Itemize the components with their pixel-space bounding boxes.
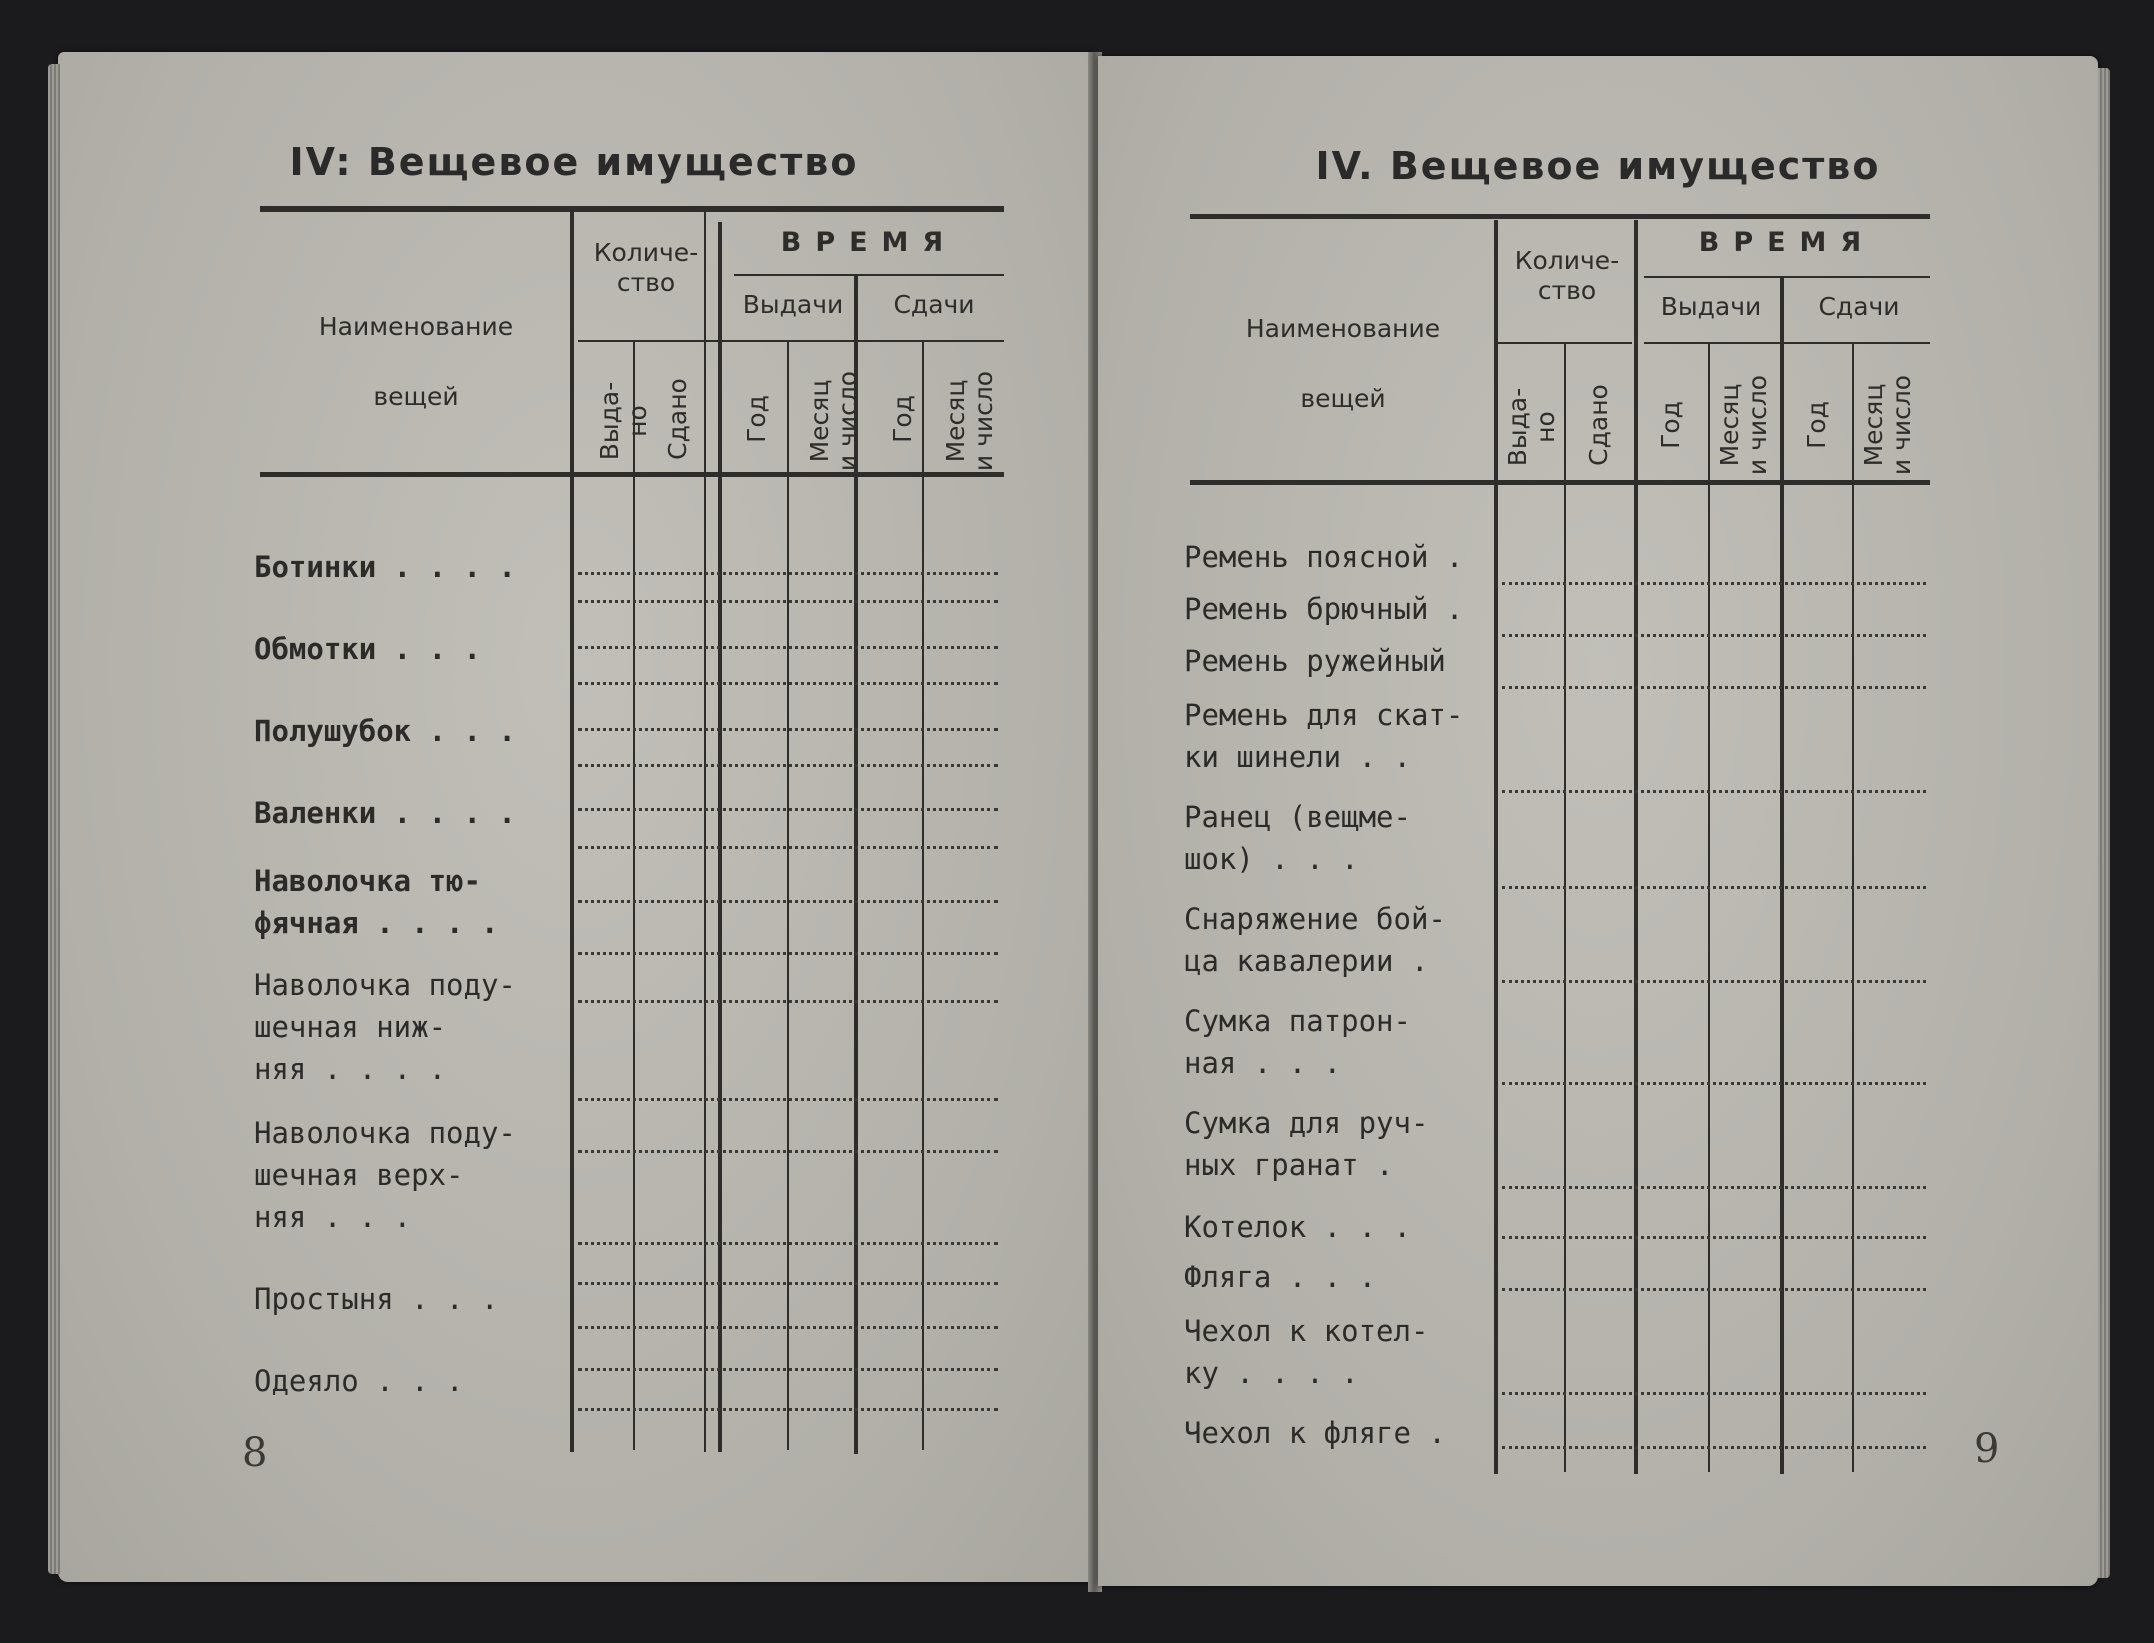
page-number: 9 [1974,1426,2000,1472]
header-year: Год [742,395,771,443]
list-item: Фляга . . . [1184,1260,1377,1294]
header-year: Год [1656,401,1685,449]
dotted-fill-line [578,1368,998,1371]
list-item: Наволочка поду- шечная верх- няя . . . [254,1116,516,1234]
left-inventory-table [58,52,1090,1582]
table-rule [1852,342,1854,1472]
dotted-fill-line [578,1150,998,1153]
header-item-name: Наименование вещей [1245,314,1441,413]
header-time: ВРЕМЯ [780,227,958,258]
dotted-fill-line [1502,1392,1926,1395]
header-item-name: Наименование вещей [318,312,514,411]
header-year-2: Год [1802,401,1831,449]
list-item: Ремень поясной . [1184,540,1464,574]
left-page-title: IV: Вещевое имущество [289,140,859,184]
header-issued: Выда- но [1503,387,1560,467]
header-month-day: Месяц и число [1715,374,1772,476]
dotted-fill-line [578,1098,998,1101]
dotted-fill-line [578,600,998,603]
dotted-fill-line [578,900,998,903]
dotted-fill-line [1502,582,1926,585]
list-item: Ранец (вещме- шок) . . . [1184,800,1411,876]
header-month-day: Месяц и число [805,370,862,472]
list-item: Ремень ружейный [1184,644,1446,678]
dotted-fill-line [1502,1288,1926,1291]
table-rule [1780,276,1784,1474]
header-issued: Выда- но [595,381,652,461]
right-inventory-table [1098,56,2098,1586]
list-item: Наволочка поду- шечная ниж- няя . . . . [254,968,516,1086]
list-item: Ботинки . . . . [254,550,516,584]
header-returned: Сдано [663,378,692,460]
table-rule [704,212,706,1452]
dotted-fill-line [578,1000,998,1003]
dotted-fill-line [1502,1446,1926,1449]
table-rule [570,212,574,1452]
dotted-fill-line [1502,1082,1926,1085]
dotted-fill-line [1502,790,1926,793]
header-return: Сдачи [1818,292,1900,321]
right-page-title: IV. Вещевое имущество [1315,144,1881,188]
table-rule [734,340,1004,342]
list-item: Обмотки . . . [254,632,481,666]
header-quantity: Количе- ство [1514,246,1620,305]
list-item: Снаряжение бой- ца кавалерии . [1184,902,1446,978]
dotted-fill-line [578,646,998,649]
dotted-fill-line [1502,980,1926,983]
table-rule [1494,220,1498,1474]
open-booklet [58,52,2090,1592]
header-returned: Сдано [1584,384,1613,466]
header-month-day-2: Месяц и число [1859,374,1916,476]
list-item: Простыня . . . [254,1282,499,1316]
dotted-fill-line [578,1408,998,1411]
dotted-fill-line [578,764,998,767]
dotted-fill-line [578,1326,998,1329]
list-item: Сумка для руч- ных гранат . [1184,1106,1429,1182]
table-rule [1634,220,1638,1474]
right-page [1098,56,2098,1586]
list-item: Чехол к котел- ку . . . . [1184,1314,1429,1390]
header-quantity: Количе- ство [593,238,699,297]
dotted-fill-line [1502,686,1926,689]
list-item: Наволочка тю- фячная . . . . [254,864,499,940]
dotted-fill-line [1502,1236,1926,1239]
header-month-day-2: Месяц и число [941,370,998,472]
dotted-fill-line [578,952,998,955]
table-rule [718,222,722,1452]
list-item: Валенки . . . . [254,796,516,830]
list-item: Ремень брючный . [1184,592,1464,626]
page-edges [2098,68,2110,1578]
dotted-fill-line [1502,634,1926,637]
header-time: ВРЕМЯ [1698,227,1876,258]
table-rule [1644,276,1930,278]
dotted-fill-line [578,1282,998,1285]
page-number: 8 [242,1430,268,1476]
header-year-2: Год [888,395,917,443]
list-item: Полушубок . . . [254,714,516,748]
list-item: Одеяло . . . [254,1364,464,1398]
dotted-fill-line [578,808,998,811]
table-rule [1644,342,1930,344]
table-rule [1190,214,1930,219]
dotted-fill-line [578,1242,998,1245]
dotted-fill-line [1502,886,1926,889]
header-issue: Выдачи [742,290,844,319]
list-item: Сумка патрон- ная . . . [1184,1004,1411,1080]
left-page [58,52,1090,1582]
dotted-fill-line [578,846,998,849]
header-return: Сдачи [893,290,975,319]
list-item: Ремень для скат- ки шинели . . [1184,698,1464,774]
dotted-fill-line [578,572,998,575]
table-rule [1708,342,1710,1472]
table-rule [260,206,1004,212]
dotted-fill-line [578,682,998,685]
list-item: Чехол к фляге . [1184,1416,1446,1450]
dotted-fill-line [1502,1186,1926,1189]
table-rule [1564,342,1566,1472]
list-item: Котелок . . . [1184,1210,1411,1244]
table-rule [734,274,1004,276]
header-issue: Выдачи [1660,292,1762,321]
dotted-fill-line [578,728,998,731]
